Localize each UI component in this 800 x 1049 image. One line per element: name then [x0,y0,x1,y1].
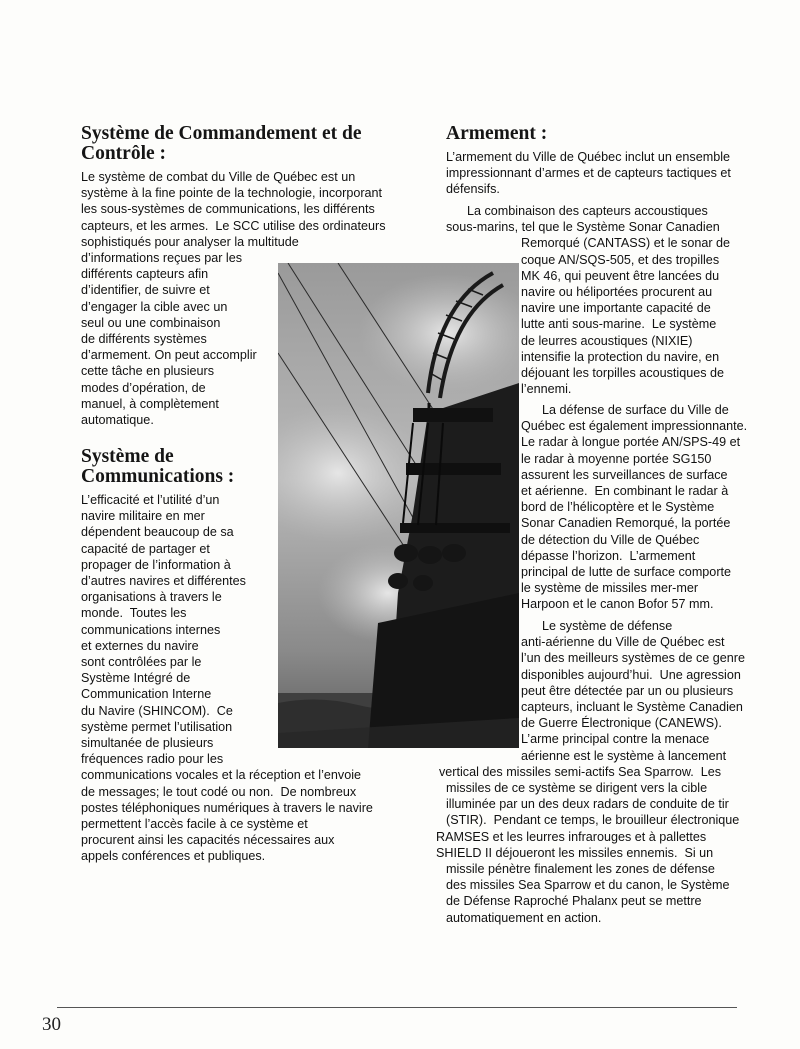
text-line: Harpoon et le canon Bofor 57 mm. [521,597,714,612]
para-surface-defense [521,402,747,613]
text-line: intensifie la protection du navire, en [521,349,720,364]
text-line: aérienne est le système à lancement [521,748,727,763]
text-line: le système de missiles mer-mer [521,581,699,596]
para-antisubmarine [446,203,730,397]
text-line: Le système de combat du Ville de Québec est un [81,170,356,184]
text-line: Sonar Canadien Remorqué, la portée [521,516,731,531]
text-line: La défense de surface du Ville de [521,403,729,417]
text-line: lutte anti sous-marine. Le système [521,317,717,332]
text-line: automatique. [81,413,154,428]
text-line: assurent les surveillances de surface [521,467,728,482]
text-line: du Navire (SHINCOM). Ce [81,703,233,718]
text-line: de leurres acoustiques (NIXIE) [521,333,693,348]
text-line: SHIELD II déjoueront les missiles ennemis. Si un [436,845,714,860]
text-line: fréquences radio pour les [81,752,224,767]
text-line: et externes du navire [81,638,199,653]
text-line: d’autres navires et différentes [81,574,246,589]
text-line: monde. Toutes les [81,606,187,621]
text-line: navire militaire en mer [81,509,205,524]
text-line: système à la fine pointe de la technologie, incorporant [81,186,383,201]
para-armament-intro [446,149,731,198]
text-line: système permet l’utilisation [81,719,233,734]
text-line: cette tâche en plusieurs [81,364,215,379]
text-line: communications vocales et la réception et l’envoie [81,768,362,783]
text-line: et aérienne. En combinant le radar à [521,484,729,499]
text-line: d’engager la cible avec un [81,299,228,314]
text-line: déjouant les torpilles acoustiques de [521,366,725,381]
text-line: La combinaison des capteurs accoustiques [446,204,708,218]
text-line: capteurs, incluant le Système Canadien [521,700,743,715]
text-line: principal de lutte de surface comporte [521,565,732,580]
text-line: de messages; le tout codé ou non. De nombreux [81,784,357,799]
text-line: disponibles aujourd’hui. Une agression [521,667,741,682]
text-line: de Défense Raproché Phalanx peut se mettre [446,894,702,909]
text-line: Remorqué (CANTASS) et le sonar de [521,236,731,251]
heading-command-control: Système de Commandement et de Contrôle : [81,123,362,164]
text-line: navire une importante capacité de [521,301,711,316]
footer-rule [57,1007,737,1008]
text-line: des missiles Sea Sparrow et du canon, le Système [446,878,730,893]
text-line: Le radar à longue portée AN/SPS-49 et [521,435,741,450]
text-line: dépasse l’horizon. L’armement [521,548,696,563]
text-line: missile pénètre finalement les zones de défense [446,862,715,877]
heading-armament: Armement : [446,123,548,144]
text-line: dépendent beaucoup de sa [81,525,234,540]
text-line: sont contrôlées par le [81,655,202,670]
text-line: Le système de défense [521,619,673,633]
text-line: L’arme principal contre la menace [521,732,710,747]
text-line: manuel, à complètement [81,396,219,411]
text-line: RAMSES et les leurres infrarouges et à pallettes [436,829,707,844]
text-line: de détection du Ville de Québec [521,532,700,547]
text-line: propager de l’information à [81,557,231,572]
text-line: appels conférences et publiques. [81,849,266,864]
text-line: missiles de ce système se dirigent vers la cible [446,781,708,796]
para-air-defense [436,618,745,926]
text-line: illuminée par un des deux radars de conduite de tir [446,797,729,812]
text-line: impressionnant d’armes et de capteurs tactiques et [446,166,731,181]
text-line: communications internes [81,622,221,637]
text-line: l’ennemi. [521,382,572,397]
text-line: de différents systèmes [81,332,207,347]
text-line: Québec est également impressionnante. [521,419,748,434]
text-line: simultanée de plusieurs [81,736,214,751]
text-line: d’informations reçues par les [81,251,242,266]
text-line: coque AN/SQS-505, et des tropilles [521,252,720,267]
text-line: permettent l’accès facile à ce système et [81,817,308,832]
text-line: l’un des meilleurs systèmes de ce genre [521,651,745,666]
text-line: (STIR). Pendant ce temps, le brouilleur électronique [446,813,740,828]
text-line: capteurs, et les armes. Le SCC utilise des ordinateurs [81,218,386,233]
text-line: postes téléphoniques numériques à travers le navire [81,800,373,815]
text-line: vertical des missiles semi-actifs Sea Sparrow. Les [439,764,722,779]
text-line: Système Intégré de [81,671,191,686]
text-line: automatiquement en action. [446,910,602,925]
text-line: seul ou une combinaison [81,315,221,330]
text-line: différents capteurs afin [81,267,209,282]
text-line: anti-aérienne du Ville de Québec est [521,635,725,650]
text-line: le radar à moyenne portée SG150 [521,451,712,466]
page-number: 30 [42,1014,61,1035]
text-line: capacité de partager et [81,541,210,556]
text-line: de Guerre Électronique (CANEWS). [521,716,722,731]
text-line: défensifs. [446,182,500,197]
text-line: Communication Interne [81,687,212,702]
text-line: les sous-systèmes de communications, les différents [81,202,375,217]
text-line: L’efficacité et l’utilité d’un [81,493,220,507]
text-line: peut être détectée par un ou plusieurs [521,683,734,698]
text-line: d’identifier, de suivre et [81,283,210,298]
text-line: bord de l’hélicoptère et le Système [521,500,715,515]
text-line: sophistiqués pour analyser la multitude [81,234,299,249]
text-line: procurent ainsi les capacités nécessaires aux [81,833,335,848]
text-line: navire ou héliportées procurent au [521,285,713,300]
text-line: d’armement. On peut accomplir [81,348,257,363]
text-line: modes d’opération, de [81,380,206,395]
heading-communications: Système de Communications : [81,446,235,487]
text-line: L’armement du Ville de Québec inclut un ensemble [446,150,730,164]
text-line: MK 46, qui peuvent être lancées du [521,268,720,283]
text-line: sous-marins, tel que le Système Sonar Canadien [446,220,720,235]
text-line: organisations à travers le [81,590,222,605]
